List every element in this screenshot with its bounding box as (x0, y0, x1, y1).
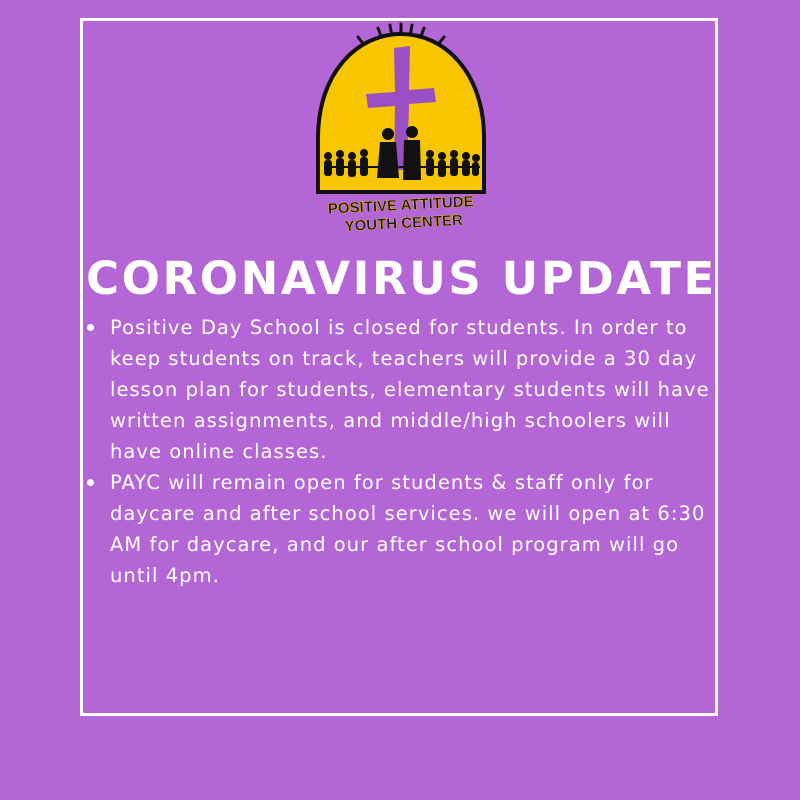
update-list (84, 312, 714, 591)
positive-attitude-youth-center-logo (306, 20, 496, 240)
bullet-icon (87, 324, 94, 331)
list-item (84, 467, 714, 591)
list-item (84, 312, 714, 467)
list-item-text: Positive Day School is closed for students. In order to keep students on track, teachers will provide a 30 day lesson plan for students, elementary students will have written assignments, and middle/high schoolers will have online classes. (110, 316, 710, 463)
list-item-text: PAYC will remain open for students & staff only for daycare and after school services. we will open at 6:30 AM for daycare, and our after school program will go until 4pm. (110, 471, 706, 587)
logo-text-line2: YOUTH CENTER (344, 211, 464, 236)
bullet-icon (87, 479, 94, 486)
logo-text-line1: POSITIVE ATTITUDE (327, 193, 475, 218)
page-title: CORONAVIRUS UPDATE (86, 252, 717, 305)
